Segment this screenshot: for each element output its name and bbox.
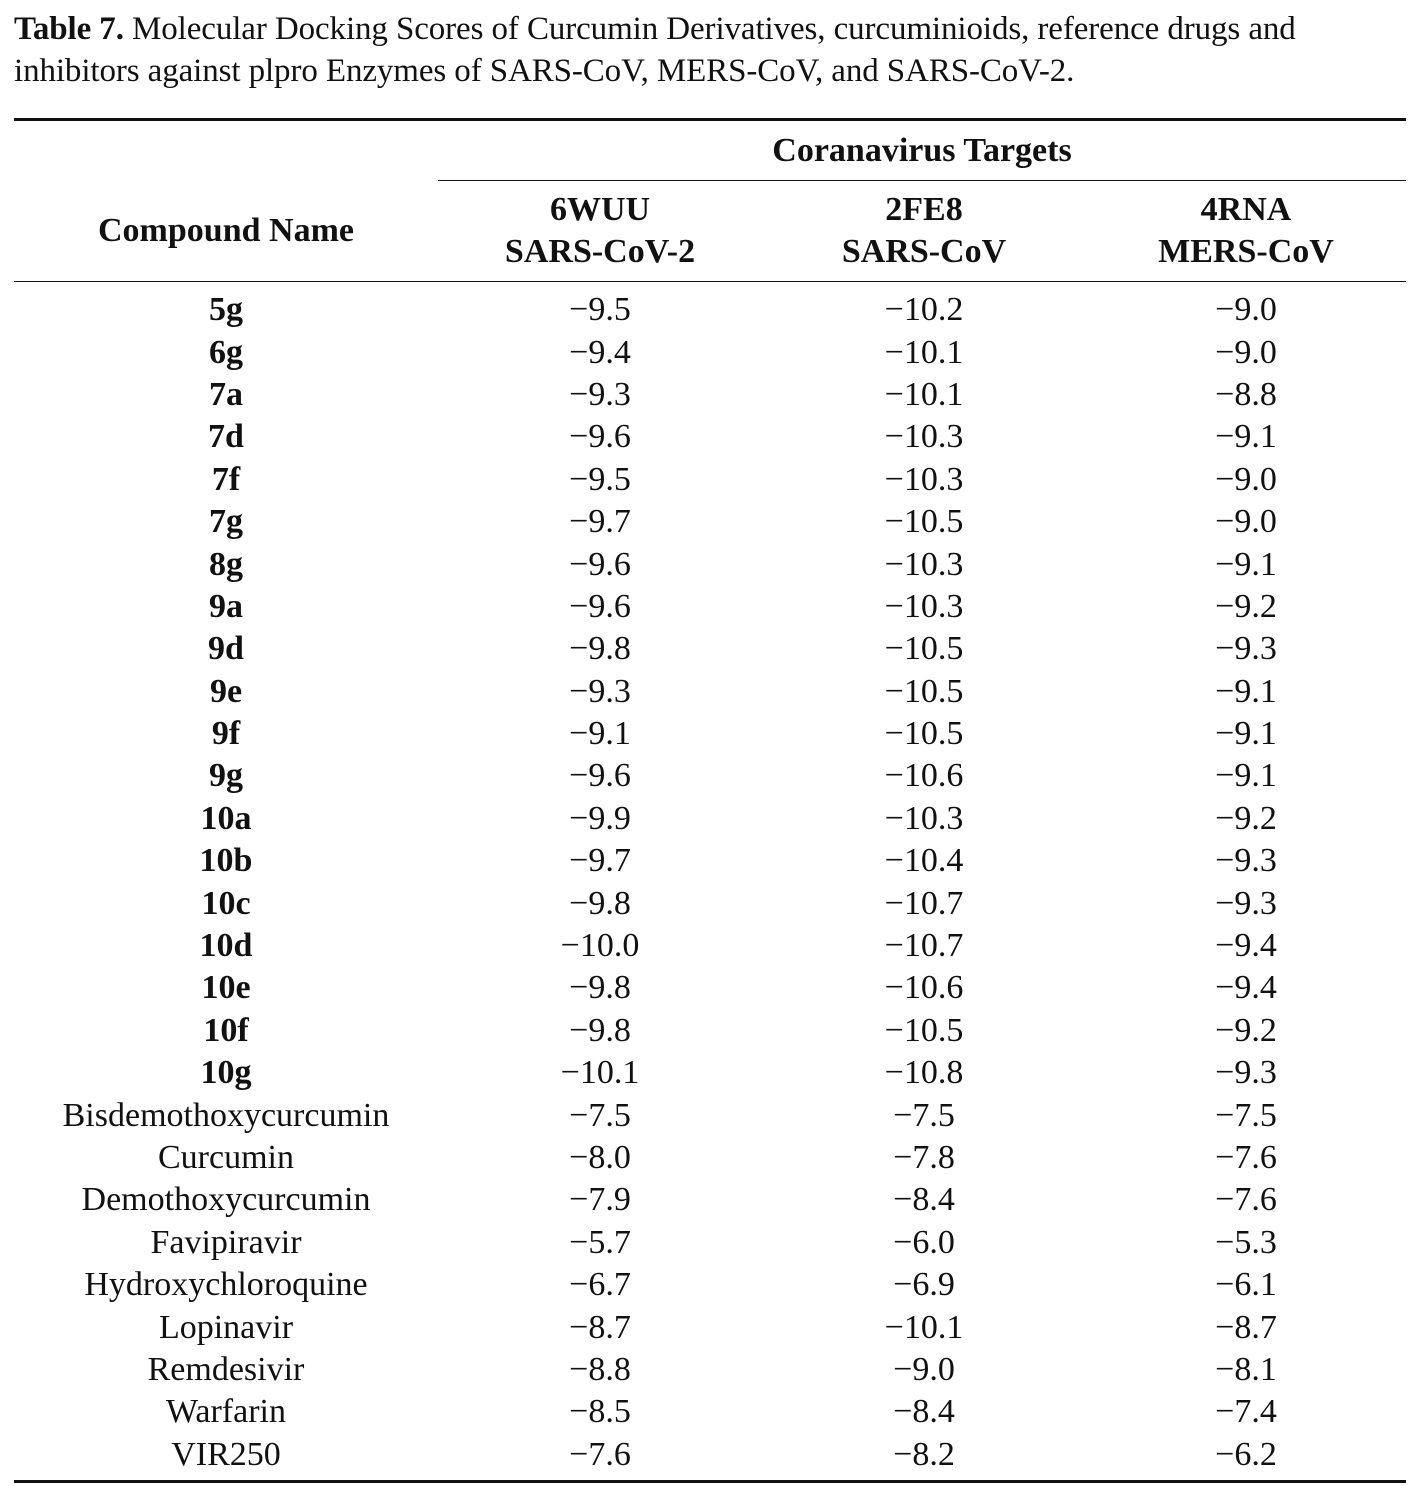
docking-score-cell: −10.1 [884, 375, 964, 413]
table-bottom-rule [14, 1480, 1406, 1483]
docking-score-cell: −9.3 [1215, 630, 1277, 668]
docking-score-cell: −10.2 [884, 291, 964, 329]
docking-score-cell: −9.2 [1215, 799, 1277, 837]
docking-score-cell: −10.6 [884, 969, 964, 1007]
docking-score-cell: −10.5 [884, 1011, 964, 1049]
docking-score-cell: −9.2 [1215, 1011, 1277, 1049]
docking-score-cell: −10.7 [884, 927, 964, 965]
table-row [14, 1434, 1406, 1476]
docking-score-cell: −10.3 [884, 460, 964, 498]
table-row [14, 459, 1406, 501]
docking-score-cell: −9.2 [1215, 587, 1277, 625]
compound-name-cell: 10f [203, 1011, 249, 1049]
column-header-virus: MERS-CoV [1158, 233, 1334, 270]
docking-score-cell: −7.6 [569, 1435, 631, 1473]
docking-score-cell: −10.4 [884, 842, 964, 880]
compound-name-cell: 7g [209, 503, 243, 541]
compound-name-header: Compound Name [98, 212, 354, 249]
group-header-rule [438, 180, 1406, 181]
docking-score-cell: −6.1 [1215, 1266, 1277, 1304]
docking-score-cell: −7.6 [1215, 1181, 1277, 1219]
docking-score-cell: −10.1 [560, 1054, 640, 1092]
table-row [14, 416, 1406, 458]
table-row [14, 925, 1406, 967]
table-header-rule [14, 281, 1406, 282]
docking-score-cell: −7.4 [1215, 1393, 1277, 1431]
table-row [14, 1306, 1406, 1348]
docking-score-cell: −9.9 [569, 799, 631, 837]
compound-name-cell: 10e [201, 969, 251, 1007]
table-row [14, 882, 1406, 924]
table-row [14, 1052, 1406, 1094]
table-row [14, 1391, 1406, 1433]
column-header-pdb: 2FE8 [885, 191, 963, 228]
docking-score-cell: −10.3 [884, 587, 964, 625]
table-row [14, 289, 1406, 331]
compound-name-cell: Hydroxychloroquine [84, 1266, 368, 1304]
docking-score-cell: −9.3 [1215, 884, 1277, 922]
column-header-virus: SARS-CoV [841, 233, 1007, 270]
compound-name-cell: 7d [208, 418, 244, 456]
docking-score-cell: −7.5 [1215, 1096, 1277, 1134]
column-header-6wuu [438, 189, 762, 273]
docking-score-cell: −9.8 [569, 969, 631, 1007]
table-row [14, 713, 1406, 755]
column-header-pdb: 6WUU [549, 191, 651, 228]
table-row [14, 543, 1406, 585]
docking-score-cell: −9.0 [1215, 333, 1277, 371]
table-body [14, 289, 1406, 1476]
docking-score-cell: −9.1 [1215, 672, 1277, 710]
docking-score-cell: −9.8 [569, 884, 631, 922]
compound-name-cell: 9a [209, 587, 243, 625]
table-top-rule [14, 118, 1406, 121]
docking-score-cell: −10.6 [884, 757, 964, 795]
docking-score-cell: −10.5 [884, 715, 964, 753]
docking-score-cell: −10.8 [884, 1054, 964, 1092]
docking-score-cell: −6.0 [893, 1223, 955, 1261]
compound-name-cell: 10g [200, 1054, 252, 1092]
table-row [14, 1222, 1406, 1264]
compound-name-cell: 10d [199, 927, 253, 965]
compound-name-cell: Bisdemothoxycurcumin [62, 1096, 390, 1134]
compound-name-cell: Demothoxycurcumin [81, 1181, 371, 1219]
table-row [14, 1264, 1406, 1306]
compound-name-cell: 8g [209, 545, 243, 583]
docking-score-cell: −6.7 [569, 1266, 631, 1304]
docking-score-cell: −5.7 [569, 1223, 631, 1261]
docking-score-cell: −8.1 [1215, 1350, 1277, 1388]
docking-score-cell: −10.3 [884, 545, 964, 583]
table-row [14, 840, 1406, 882]
compound-name-cell: 9d [208, 630, 244, 668]
compound-name-cell: 10c [201, 884, 251, 922]
compound-name-cell: Warfarin [166, 1393, 286, 1431]
compound-name-cell: 9g [209, 757, 243, 795]
docking-score-cell: −9.5 [569, 291, 631, 329]
table-row [14, 1179, 1406, 1221]
compound-name-cell: Remdesivir [147, 1350, 305, 1388]
table-row [14, 1094, 1406, 1136]
docking-score-cell: −10.5 [884, 672, 964, 710]
compound-name-cell: 9f [211, 715, 241, 753]
table-row [14, 628, 1406, 670]
table-row [14, 798, 1406, 840]
table-row [14, 967, 1406, 1009]
docking-score-cell: −9.4 [1215, 969, 1277, 1007]
docking-score-cell: −7.6 [1215, 1139, 1277, 1176]
compound-name-cell: Lopinavir [158, 1308, 294, 1346]
docking-score-cell: −9.1 [1215, 757, 1277, 795]
compound-name-cell: Favipiravir [150, 1223, 302, 1261]
docking-score-cell: −9.1 [569, 715, 631, 753]
docking-score-cell: −10.1 [884, 333, 964, 371]
docking-score-cell: −7.9 [569, 1181, 631, 1219]
docking-score-cell: −9.3 [569, 672, 631, 710]
docking-score-cell: −10.3 [884, 799, 964, 837]
docking-score-cell: −9.0 [1215, 503, 1277, 541]
docking-score-cell: −10.5 [884, 630, 964, 668]
compound-name-cell: Curcumin [158, 1139, 294, 1176]
docking-score-cell: −9.0 [1215, 291, 1277, 329]
docking-score-cell: −5.3 [1215, 1223, 1277, 1261]
column-header-4rna [1086, 189, 1406, 273]
compound-name-cell: 5g [209, 291, 243, 329]
docking-score-cell: −7.8 [893, 1139, 955, 1176]
table-row [14, 671, 1406, 713]
table-row [14, 586, 1406, 628]
compound-name-cell: 6g [209, 333, 243, 371]
column-header-virus: SARS-CoV-2 [504, 233, 696, 270]
docking-score-cell: −9.1 [1215, 545, 1277, 583]
docking-score-cell: −10.5 [884, 503, 964, 541]
column-header-2fe8 [762, 189, 1086, 273]
table-row [14, 331, 1406, 373]
docking-score-cell: −9.3 [1215, 1054, 1277, 1092]
table-row [14, 1010, 1406, 1052]
docking-score-cell: −9.7 [569, 503, 631, 541]
table-row [14, 755, 1406, 797]
column-header-pdb: 4RNA [1200, 191, 1292, 228]
docking-score-cell: −9.0 [893, 1350, 955, 1388]
docking-score-cell: −8.8 [1215, 375, 1277, 413]
compound-name-cell: VIR250 [171, 1435, 281, 1473]
table-row [14, 374, 1406, 416]
docking-score-cell: −8.2 [893, 1435, 955, 1473]
compound-name-cell: 9e [209, 672, 243, 710]
docking-score-cell: −10.3 [884, 418, 964, 456]
compound-name-cell: 10a [200, 799, 252, 837]
caption-label: Table 7. [14, 11, 124, 47]
docking-score-cell: −8.4 [893, 1181, 955, 1219]
docking-score-cell: −9.6 [569, 418, 631, 456]
docking-score-cell: −9.7 [569, 842, 631, 880]
table-caption [14, 8, 1406, 92]
docking-score-cell: −8.5 [569, 1393, 631, 1431]
docking-score-cell: −9.1 [1215, 715, 1277, 753]
docking-score-cell: −9.8 [569, 1011, 631, 1049]
table-row [14, 1349, 1406, 1391]
docking-score-cell: −9.6 [569, 545, 631, 583]
docking-score-cell: −8.0 [569, 1139, 631, 1176]
docking-score-cell: −7.5 [569, 1096, 631, 1134]
docking-score-cell: −8.8 [569, 1350, 631, 1388]
docking-score-cell: −6.2 [1215, 1435, 1277, 1473]
group-header: Coranavirus Targets [772, 132, 1072, 169]
caption-text: Molecular Docking Scores of Curcumin Derivatives, curcuminioids, reference drugs and inhibitors against plpro Enzymes of SARS-CoV, MERS-CoV, and SARS-CoV-2. [14, 11, 1296, 89]
docking-score-cell: −9.6 [569, 587, 631, 625]
docking-score-cell: −10.0 [560, 927, 640, 965]
docking-score-cell: −9.4 [569, 333, 631, 371]
docking-score-cell: −9.6 [569, 757, 631, 795]
docking-score-cell: −9.0 [1215, 460, 1277, 498]
docking-score-cell: −6.9 [893, 1266, 955, 1304]
docking-score-cell: −8.7 [1215, 1308, 1277, 1346]
docking-score-cell: −10.7 [884, 884, 964, 922]
docking-score-cell: −9.4 [1215, 927, 1277, 965]
docking-score-cell: −9.1 [1215, 418, 1277, 456]
docking-score-cell: −10.1 [884, 1308, 964, 1346]
compound-name-cell: 10b [199, 842, 253, 880]
docking-score-cell: −9.3 [1215, 842, 1277, 880]
docking-score-cell: −9.8 [569, 630, 631, 668]
docking-score-cell: −8.4 [893, 1393, 955, 1431]
docking-score-cell: −9.3 [569, 375, 631, 413]
docking-score-cell: −7.5 [893, 1096, 955, 1134]
compound-name-cell: 7f [211, 460, 241, 498]
table-row [14, 1137, 1406, 1179]
docking-score-cell: −8.7 [569, 1308, 631, 1346]
docking-score-cell: −9.5 [569, 460, 631, 498]
compound-name-cell: 7a [209, 375, 243, 413]
table-row [14, 501, 1406, 543]
